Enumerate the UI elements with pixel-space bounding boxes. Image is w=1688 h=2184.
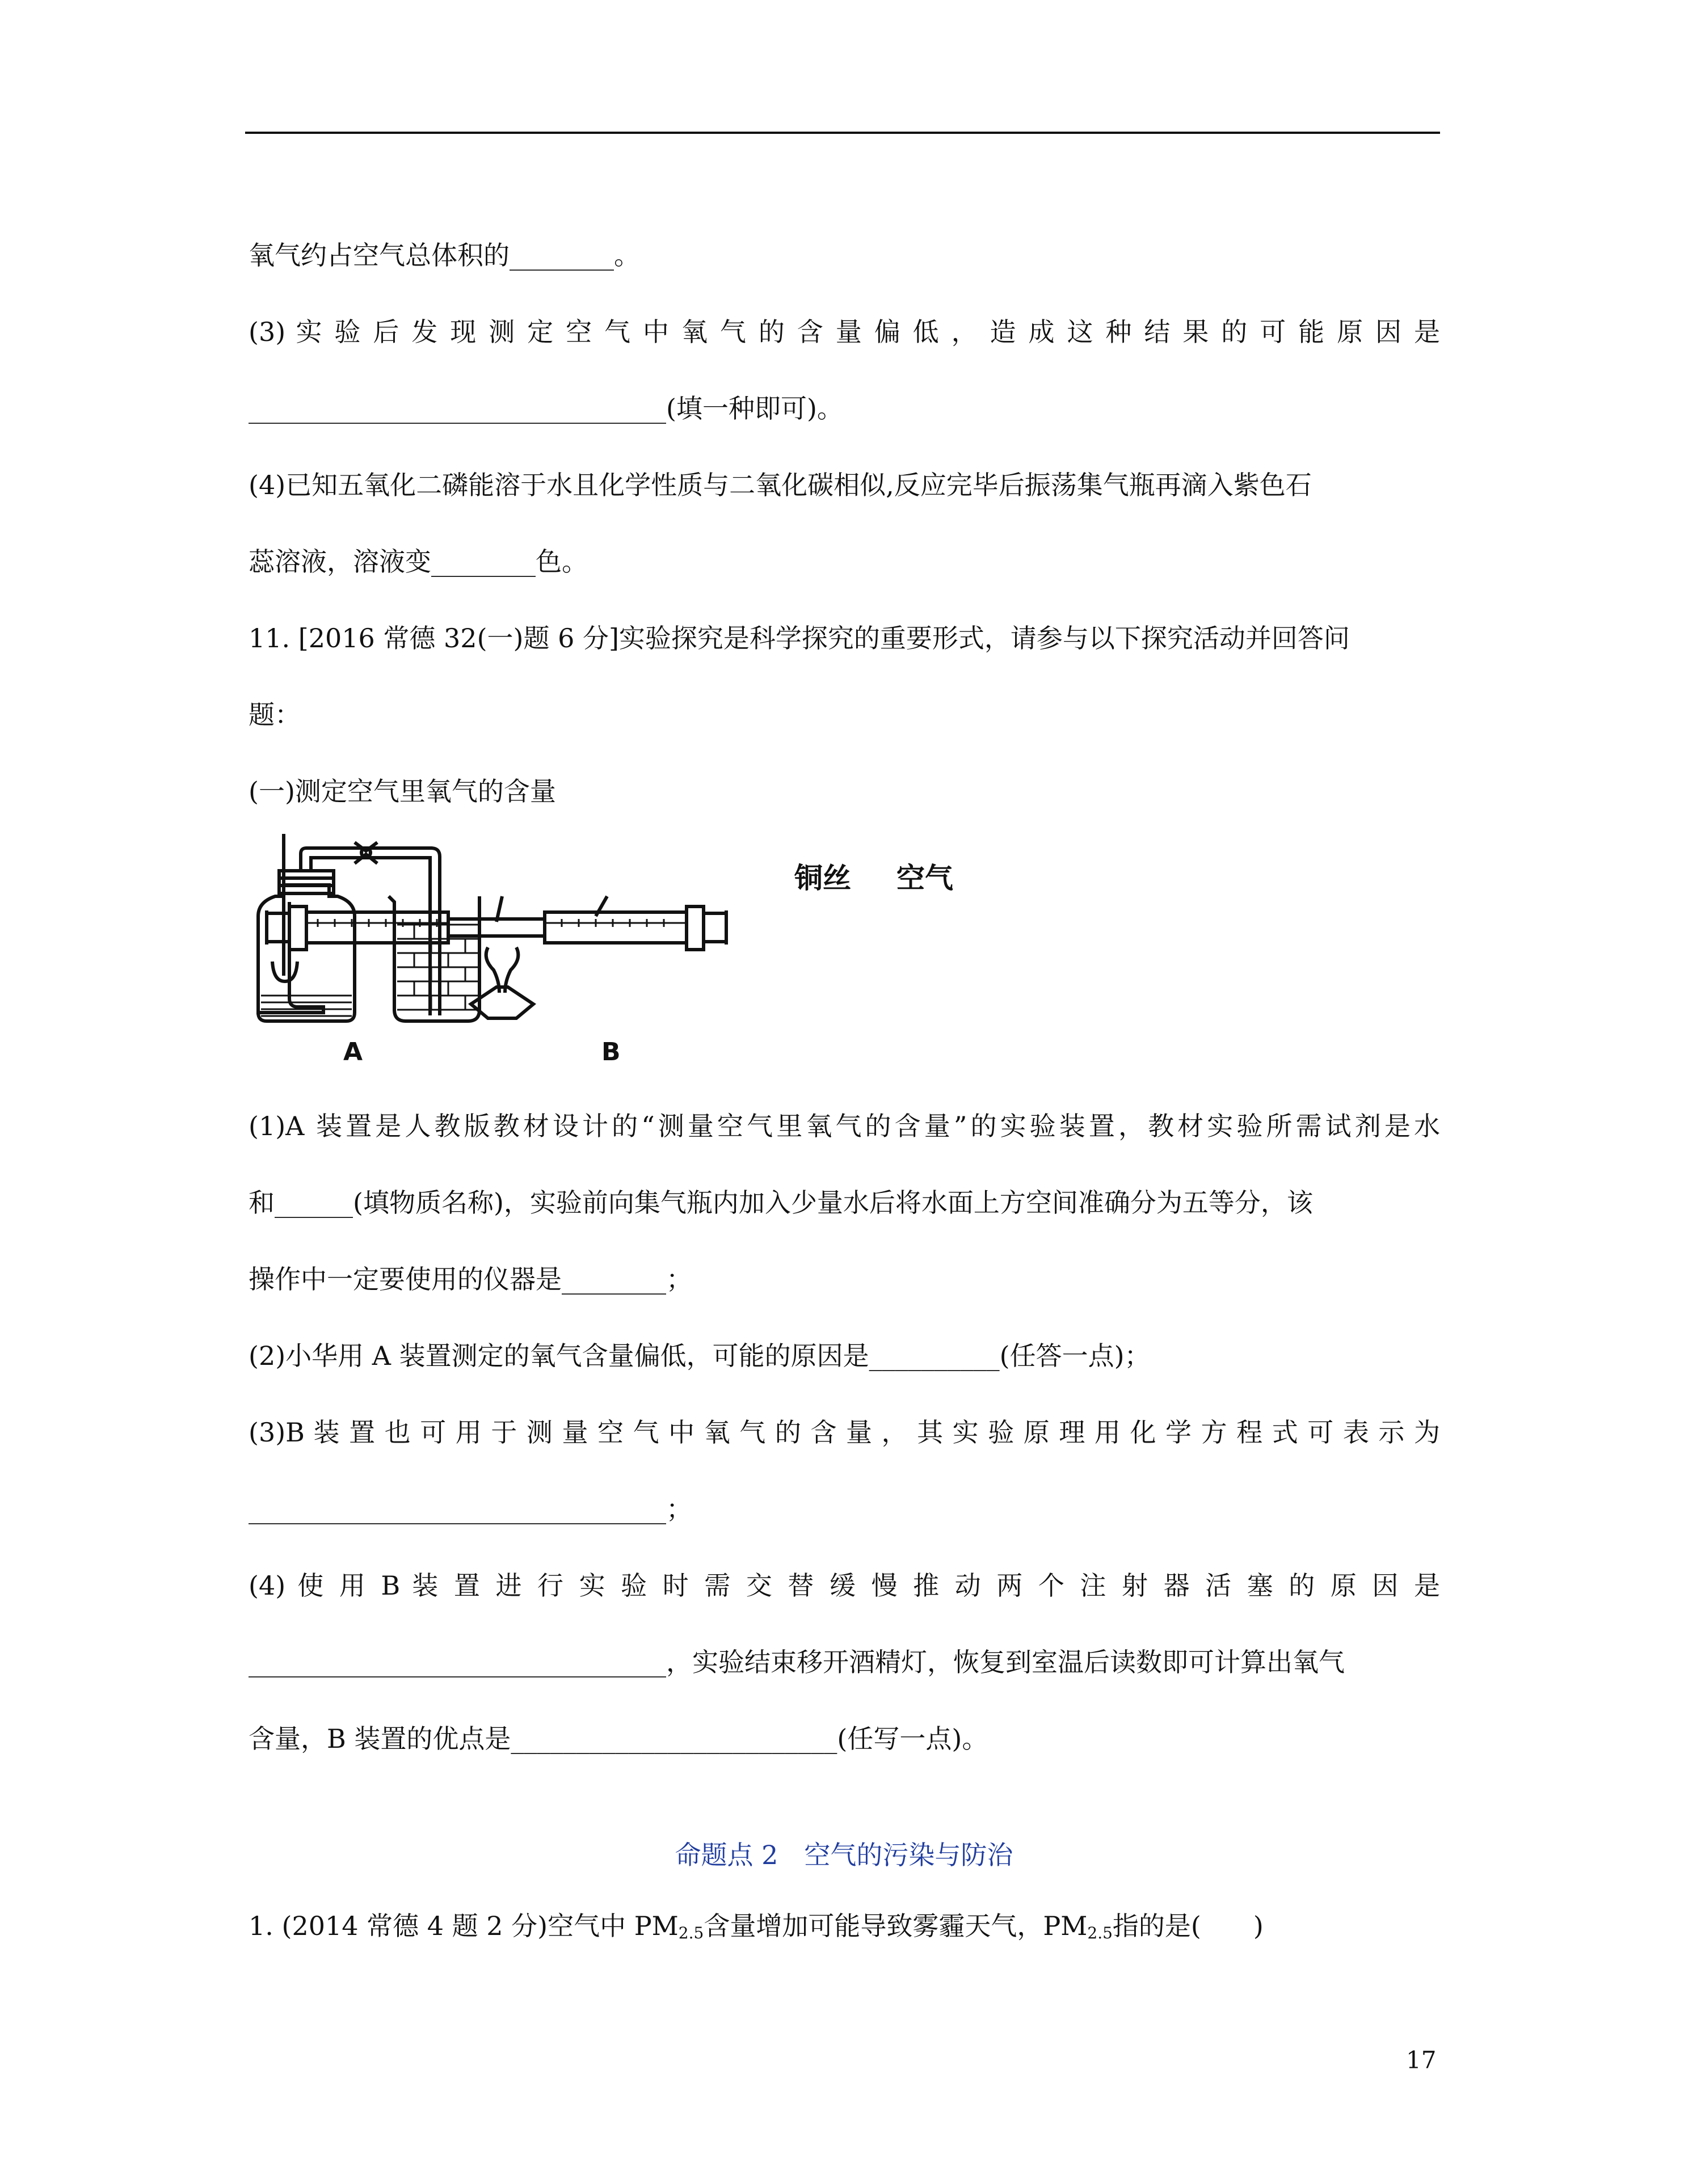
label-copper-wire: 铜丝	[794, 861, 851, 895]
label-apparatus-a: A	[343, 1038, 363, 1066]
question-1-1: (1)A 装置是人教版教材设计的“测量空气里氧气的含量”的实验装置，教材实验所需试剂是水	[249, 1111, 1440, 1141]
q1-subscript: 2.5	[1087, 1924, 1113, 1942]
question-1-2: (2)小华用 A 装置测定的氧气含量偏低，可能的原因是__________(任答一点)；	[249, 1340, 1151, 1371]
text-line: 氧气约占空气总体积的________。	[249, 240, 640, 271]
q1-subscript: 2.5	[678, 1924, 704, 1942]
q1-middle: 含量增加可能导致雾霾天气，PM	[704, 1911, 1088, 1941]
text-line: 蕊溶液，溶液变________色。	[249, 546, 588, 577]
section-title: 命题点 2 空气的污染与防治	[675, 1840, 1013, 1870]
apparatus-drawing	[244, 811, 1038, 1072]
subsection-heading: (一)测定空气里氧气的含量	[249, 776, 556, 807]
q1-suffix: 指的是( )	[1112, 1911, 1264, 1941]
question-1-4: (4) 使 用 B 装 置 进 行 实 验 时 需 交 替 缓 慢 推 动 两 个 注 射 器 活 塞 的 原 因 是	[249, 1570, 1440, 1601]
q1-prefix: 1. (2014 常德 4 题 2 分)空气中 PM	[249, 1911, 679, 1941]
text-line: ________________________________(填一种即可)。	[249, 393, 843, 424]
page-number: 17	[1406, 2046, 1437, 2074]
question-1-3: (3)B 装 置 也 可 用 于 测 量 空 气 中 氧 气 的 含 量 ， 其 实 验 原 理 用 化 学 方 程 式 可 表 示 为	[249, 1417, 1440, 1448]
question-4: (4)已知五氧化二磷能溶于水且化学性质与二氧化碳相似,反应完毕后振荡集气瓶再滴入紫色石	[249, 470, 1312, 500]
label-air: 空气	[896, 861, 953, 895]
question-11: 11. [2016 常德 32(一)题 6 分]实验探究是科学探究的重要形式，请参与以下探究活动并回答问	[249, 623, 1350, 653]
question-1-pm25	[249, 1909, 1264, 1943]
label-apparatus-b: B	[601, 1038, 621, 1066]
header-rule	[245, 132, 1440, 134]
text-line: 题：	[249, 699, 301, 730]
text-line: ________________________________；	[249, 1494, 692, 1524]
text-line: 操作中一定要使用的仪器是________；	[249, 1264, 692, 1295]
text-line: 含量，B 装置的优点是_________________________(任写一点)。	[249, 1723, 988, 1754]
question-3: (3) 实 验 后 发 现 测 定 空 气 中 氧 气 的 含 量 偏 低 ， 造 成 这 种 结 果 的 可 能 原 因 是	[249, 317, 1440, 347]
text-line: ________________________________，实验结束移开酒精灯，恢复到室温后读数即可计算出氧气	[249, 1647, 1345, 1677]
text-line: 和______(填物质名称)，实验前向集气瓶内加入少量水后将水面上方空间准确分为五等分，该	[249, 1187, 1313, 1218]
apparatus-figure	[244, 811, 1038, 1072]
